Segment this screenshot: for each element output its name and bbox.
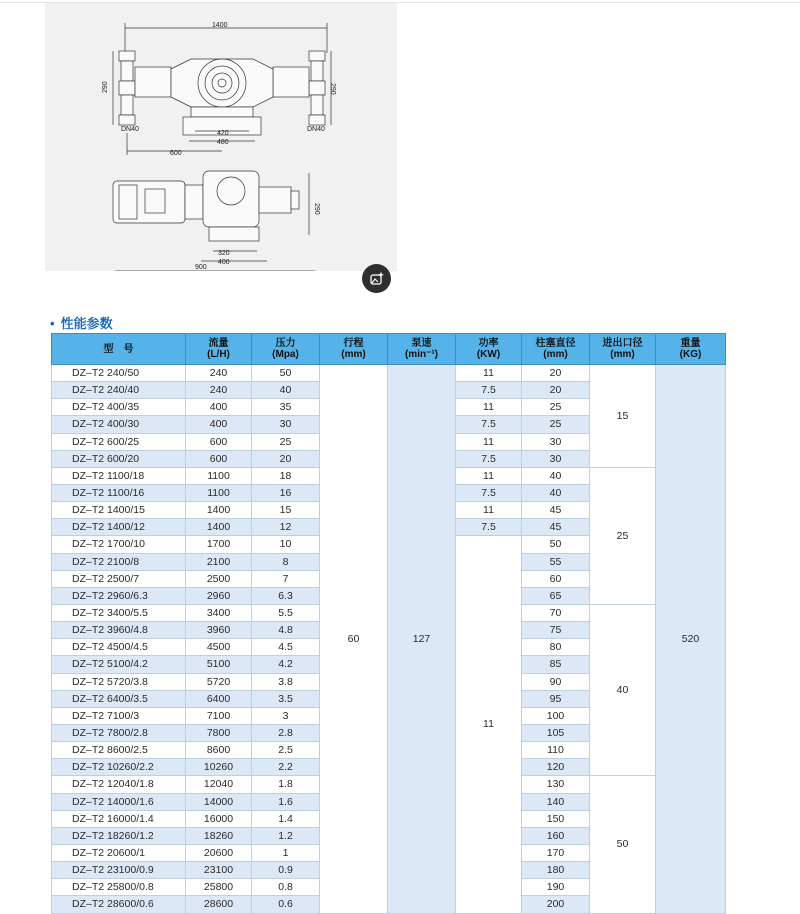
- pressure-cell: 1: [252, 844, 320, 861]
- port-size-cell: 15: [590, 365, 656, 468]
- flow-cell: 2100: [186, 553, 252, 570]
- column-header: [456, 334, 522, 365]
- flow-cell: 7100: [186, 707, 252, 724]
- plunger-cell: 40: [522, 484, 590, 501]
- pressure-cell: 4.5: [252, 639, 320, 656]
- column-header-unit: (mm): [610, 349, 635, 360]
- flow-cell: 6400: [186, 690, 252, 707]
- column-header: [52, 334, 186, 365]
- flow-cell: 3960: [186, 622, 252, 639]
- pressure-cell: 0.9: [252, 862, 320, 879]
- power-cell: 11: [456, 536, 522, 913]
- column-header-unit: (mm): [543, 349, 568, 360]
- flow-cell: 18260: [186, 827, 252, 844]
- plunger-cell: 200: [522, 896, 590, 913]
- flow-cell: 1100: [186, 484, 252, 501]
- section-bullet: •: [50, 316, 55, 331]
- plunger-cell: 30: [522, 433, 590, 450]
- pressure-cell: 4.8: [252, 622, 320, 639]
- plunger-cell: 130: [522, 776, 590, 793]
- pressure-cell: 6.3: [252, 587, 320, 604]
- flow-cell: 2500: [186, 570, 252, 587]
- flow-cell: 240: [186, 382, 252, 399]
- model-cell: DZ–T2 400/35: [52, 399, 186, 416]
- pressure-cell: 5.5: [252, 604, 320, 621]
- plunger-cell: 80: [522, 639, 590, 656]
- pressure-cell: 1.2: [252, 827, 320, 844]
- column-header: [656, 334, 726, 365]
- flow-cell: 3400: [186, 604, 252, 621]
- speed-cell: 127: [388, 365, 456, 914]
- plunger-cell: 100: [522, 707, 590, 724]
- pressure-cell: 1.4: [252, 810, 320, 827]
- pressure-cell: 0.8: [252, 879, 320, 896]
- power-cell: 7.5: [456, 484, 522, 501]
- model-cell: DZ–T2 2960/6.3: [52, 587, 186, 604]
- column-header-unit: (Mpa): [272, 349, 299, 360]
- port-size-cell: 25: [590, 467, 656, 604]
- column-header-unit: (min⁻¹): [404, 349, 439, 360]
- model-cell: DZ–T2 1700/10: [52, 536, 186, 553]
- flow-cell: 4500: [186, 639, 252, 656]
- model-cell: DZ–T2 4500/4.5: [52, 639, 186, 656]
- plunger-cell: 20: [522, 365, 590, 382]
- dim-left-height: 290: [102, 81, 109, 93]
- stroke-cell: 60: [320, 365, 388, 914]
- column-header-label: 行程: [343, 338, 364, 349]
- dim-side-base-outer: 400: [218, 259, 230, 266]
- flow-cell: 1700: [186, 536, 252, 553]
- flow-cell: 1100: [186, 467, 252, 484]
- flow-cell: 400: [186, 416, 252, 433]
- plunger-cell: 70: [522, 604, 590, 621]
- plunger-cell: 45: [522, 502, 590, 519]
- pressure-cell: 20: [252, 450, 320, 467]
- power-cell: 11: [456, 365, 522, 382]
- section-title: 性能参数: [60, 316, 113, 331]
- pressure-cell: 1.6: [252, 793, 320, 810]
- pressure-cell: 8: [252, 553, 320, 570]
- plunger-cell: 50: [522, 536, 590, 553]
- model-cell: DZ–T2 10260/2.2: [52, 759, 186, 776]
- pressure-cell: 2.5: [252, 742, 320, 759]
- flow-cell: 7800: [186, 724, 252, 741]
- plunger-cell: 20: [522, 382, 590, 399]
- dim-base-outer: 480: [217, 139, 229, 146]
- flow-cell: 240: [186, 365, 252, 382]
- weight-cell: 520: [656, 365, 726, 914]
- column-header: [186, 334, 252, 365]
- flow-cell: 1400: [186, 519, 252, 536]
- column-header-label: 流量: [208, 338, 229, 349]
- model-cell: DZ–T2 600/20: [52, 450, 186, 467]
- column-header-unit: (KG): [679, 349, 702, 360]
- plunger-cell: 25: [522, 416, 590, 433]
- column-header: [388, 334, 456, 365]
- model-cell: DZ–T2 5720/3.8: [52, 673, 186, 690]
- pump-technical-drawing: [45, 3, 397, 271]
- pressure-cell: 50: [252, 365, 320, 382]
- plunger-cell: 160: [522, 827, 590, 844]
- model-cell: DZ–T2 1100/18: [52, 467, 186, 484]
- model-cell: DZ–T2 18260/1.2: [52, 827, 186, 844]
- model-cell: DZ–T2 2100/8: [52, 553, 186, 570]
- model-cell: DZ–T2 28600/0.6: [52, 896, 186, 913]
- column-header: [590, 334, 656, 365]
- column-header-label: 功率: [478, 338, 499, 349]
- model-cell: DZ–T2 23100/0.9: [52, 862, 186, 879]
- pressure-cell: 4.2: [252, 656, 320, 673]
- flow-cell: 16000: [186, 810, 252, 827]
- plunger-cell: 95: [522, 690, 590, 707]
- plunger-cell: 120: [522, 759, 590, 776]
- flow-cell: 600: [186, 450, 252, 467]
- model-cell: DZ–T2 240/50: [52, 365, 186, 382]
- plunger-cell: 150: [522, 810, 590, 827]
- model-cell: DZ–T2 14000/1.6: [52, 793, 186, 810]
- model-cell: DZ–T2 3960/4.8: [52, 622, 186, 639]
- model-cell: DZ–T2 16000/1.4: [52, 810, 186, 827]
- flow-cell: 1400: [186, 502, 252, 519]
- model-cell: DZ–T2 7100/3: [52, 707, 186, 724]
- plunger-cell: 30: [522, 450, 590, 467]
- flow-cell: 5100: [186, 656, 252, 673]
- dim-top-length: 1400: [212, 22, 228, 29]
- dim-side-base-inner: 320: [218, 250, 230, 257]
- plunger-cell: 60: [522, 570, 590, 587]
- model-cell: DZ–T2 1100/16: [52, 484, 186, 501]
- plunger-cell: 170: [522, 844, 590, 861]
- column-header-label: 压力: [275, 338, 296, 349]
- section-heading: [50, 313, 113, 332]
- flow-cell: 25800: [186, 879, 252, 896]
- dim-side-height: 290: [313, 203, 320, 215]
- dim-offset: 600: [170, 150, 182, 157]
- column-header-unit: (KW): [476, 349, 501, 360]
- plunger-cell: 45: [522, 519, 590, 536]
- dim-base-inner: 420: [217, 130, 229, 137]
- plunger-cell: 75: [522, 622, 590, 639]
- model-cell: DZ–T2 25800/0.8: [52, 879, 186, 896]
- table-row: [52, 365, 726, 382]
- dim-dn-right: DN40: [307, 126, 325, 133]
- pressure-cell: 30: [252, 416, 320, 433]
- model-cell: DZ–T2 6400/3.5: [52, 690, 186, 707]
- flow-cell: 5720: [186, 673, 252, 690]
- port-size-cell: 40: [590, 604, 656, 775]
- power-cell: 7.5: [456, 450, 522, 467]
- pressure-cell: 0.6: [252, 896, 320, 913]
- pressure-cell: 2.2: [252, 759, 320, 776]
- flow-cell: 10260: [186, 759, 252, 776]
- pressure-cell: 40: [252, 382, 320, 399]
- model-cell: DZ–T2 1400/12: [52, 519, 186, 536]
- plunger-cell: 85: [522, 656, 590, 673]
- flow-cell: 12040: [186, 776, 252, 793]
- plunger-cell: 190: [522, 879, 590, 896]
- pressure-cell: 12: [252, 519, 320, 536]
- power-cell: 7.5: [456, 382, 522, 399]
- plunger-cell: 90: [522, 673, 590, 690]
- column-header-label: 型 号: [103, 343, 134, 355]
- pressure-cell: 3.5: [252, 690, 320, 707]
- power-cell: 11: [456, 467, 522, 484]
- model-cell: DZ–T2 2500/7: [52, 570, 186, 587]
- pressure-cell: 1.8: [252, 776, 320, 793]
- image-add-button[interactable]: [362, 264, 391, 293]
- column-header-unit: (mm): [341, 349, 366, 360]
- plunger-cell: 180: [522, 862, 590, 879]
- column-header: [522, 334, 590, 365]
- power-cell: 7.5: [456, 519, 522, 536]
- model-cell: DZ–T2 8600/2.5: [52, 742, 186, 759]
- plunger-cell: 105: [522, 724, 590, 741]
- model-cell: DZ–T2 12040/1.8: [52, 776, 186, 793]
- pressure-cell: 7: [252, 570, 320, 587]
- pressure-cell: 3.8: [252, 673, 320, 690]
- column-header-label: 进出口径: [602, 338, 643, 349]
- plunger-cell: 110: [522, 742, 590, 759]
- port-size-cell: 50: [590, 776, 656, 913]
- pressure-cell: 25: [252, 433, 320, 450]
- power-cell: 11: [456, 433, 522, 450]
- flow-cell: 14000: [186, 793, 252, 810]
- model-cell: DZ–T2 3400/5.5: [52, 604, 186, 621]
- image-add-icon: [370, 272, 384, 286]
- pressure-cell: 10: [252, 536, 320, 553]
- flow-cell: 20600: [186, 844, 252, 861]
- model-cell: DZ–T2 600/25: [52, 433, 186, 450]
- plunger-cell: 55: [522, 553, 590, 570]
- plunger-cell: 65: [522, 587, 590, 604]
- flow-cell: 23100: [186, 862, 252, 879]
- pressure-cell: 3: [252, 707, 320, 724]
- pressure-cell: 16: [252, 484, 320, 501]
- dim-side-total: 900: [195, 264, 207, 271]
- pressure-cell: 15: [252, 502, 320, 519]
- table-header-row: [52, 334, 726, 365]
- column-header-label: 泵速: [411, 338, 432, 349]
- pressure-cell: 35: [252, 399, 320, 416]
- performance-table: [51, 333, 726, 914]
- power-cell: 7.5: [456, 416, 522, 433]
- pressure-cell: 2.8: [252, 724, 320, 741]
- flow-cell: 8600: [186, 742, 252, 759]
- flow-cell: 600: [186, 433, 252, 450]
- model-cell: DZ–T2 20600/1: [52, 844, 186, 861]
- plunger-cell: 40: [522, 467, 590, 484]
- power-cell: 11: [456, 399, 522, 416]
- column-header: [252, 334, 320, 365]
- flow-cell: 28600: [186, 896, 252, 913]
- model-cell: DZ–T2 240/40: [52, 382, 186, 399]
- plunger-cell: 25: [522, 399, 590, 416]
- column-header-unit: (L/H): [207, 349, 230, 360]
- dim-dn-left: DN40: [121, 126, 139, 133]
- column-header-label: 重量: [680, 338, 701, 349]
- model-cell: DZ–T2 5100/4.2: [52, 656, 186, 673]
- model-cell: DZ–T2 7800/2.8: [52, 724, 186, 741]
- model-cell: DZ–T2 1400/15: [52, 502, 186, 519]
- flow-cell: 400: [186, 399, 252, 416]
- power-cell: 11: [456, 502, 522, 519]
- flow-cell: 2960: [186, 587, 252, 604]
- column-header: [320, 334, 388, 365]
- pressure-cell: 18: [252, 467, 320, 484]
- model-cell: DZ–T2 400/30: [52, 416, 186, 433]
- column-header-label: 柱塞直径: [535, 338, 576, 349]
- plunger-cell: 140: [522, 793, 590, 810]
- dim-right-height: 290: [329, 83, 336, 95]
